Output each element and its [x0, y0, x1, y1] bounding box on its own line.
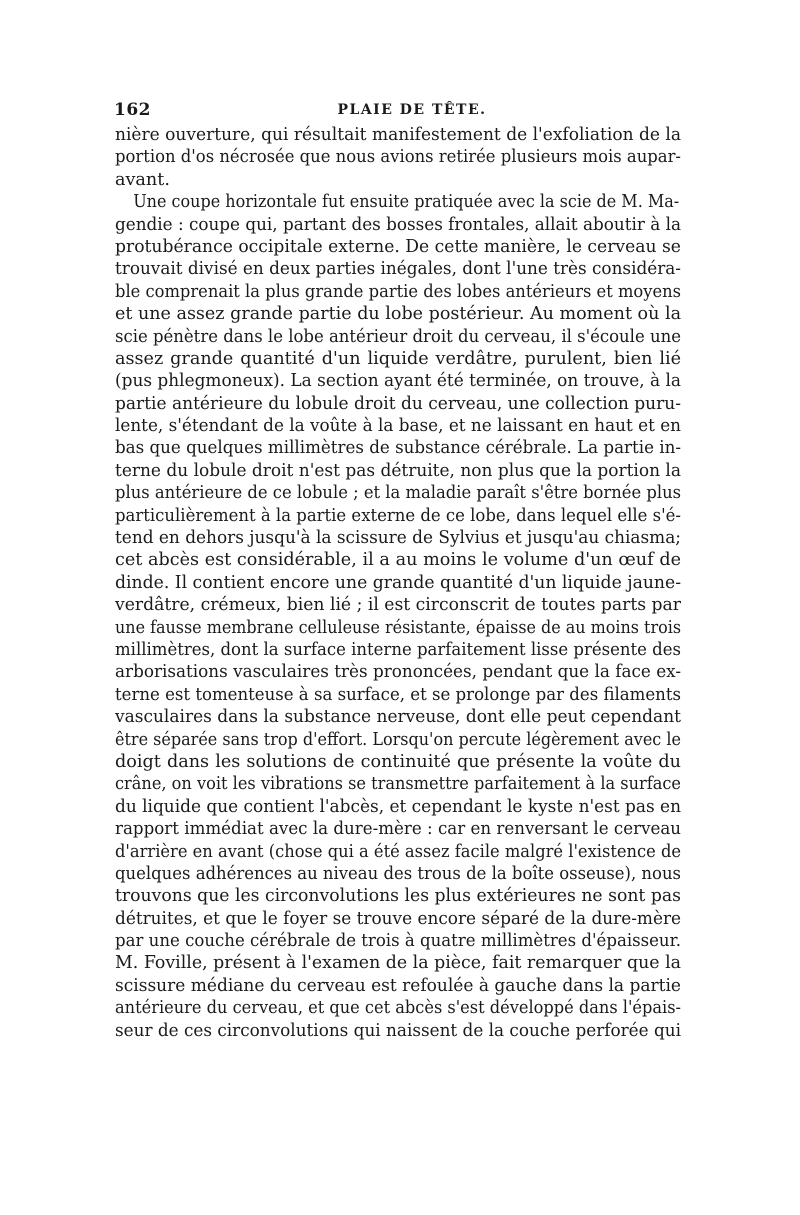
text-line: Une coupe horizontale fut ensuite pratiquée avec la scie de M. Ma- [133, 192, 680, 213]
text-line: partie antérieure du lobule droit du cerveau, une collection puru- [115, 393, 681, 414]
text-line: portion d'os nécrosée que nous avions retirée plusieurs mois aupar- [115, 147, 681, 168]
text-line: crâne, on voit les vibrations se transmettre parfaitement à la surface [115, 774, 681, 795]
text-line: quelques adhérences au niveau des trous de la boîte osseuse), nous [115, 863, 681, 884]
text-line: ble comprenait la plus grande partie des lobes antérieurs et moyens [115, 281, 682, 302]
text-line: terne du lobule droit n'est pas détruite, non plus que la portion la [115, 460, 681, 481]
text-line: nière ouverture, qui résultait manifestement de l'exfoliation de la [115, 125, 681, 145]
text-line: d'arrière en avant (chose qui a été assez facile malgré l'existence de [115, 841, 682, 862]
text-line: trouvons que les circonvolutions les plus extérieures ne sont pas [115, 886, 681, 907]
text-line: antérieure du cerveau, et que cet abcès s'est développé dans l'épais- [115, 998, 682, 1019]
text-line: verdâtre, crémeux, bien lié ; il est circonscrit de toutes parts par [115, 595, 682, 616]
text-line: avant. [115, 169, 170, 190]
body-text [115, 124, 681, 1042]
text-line: bas que quelques millimètres de substance cérébrale. La partie in- [115, 438, 681, 459]
text-line: et une assez grande partie du lobe postérieur. Au moment où la [115, 304, 682, 325]
text-line: protubérance occipitale externe. De cette manière, le cerveau se [115, 236, 681, 257]
text-line: seur de ces circonvolutions qui naissent de la couche perforée qui [115, 1020, 681, 1041]
text-line: scie pénètre dans le lobe antérieur droit du cerveau, il s'écoule une [115, 326, 681, 347]
text-line: tend en dehors jusqu'à la scissure de Sylvius et jusqu'au chiasma; [115, 528, 682, 549]
text-line: être séparée sans trop d'effort. Lorsqu'on percute légèrement avec le [115, 729, 681, 750]
text-line: cet abcès est considérable, il a au moins le volume d'un œuf de [115, 550, 681, 571]
text-line: doigt dans les solutions de continuité que présente la voûte du [115, 751, 681, 772]
text-line: millimètres, dont la surface interne parfaitement lisse présente des [115, 639, 681, 660]
text-line: vasculaires dans la substance nerveuse, dont elle peut cependant [115, 707, 681, 728]
running-head [114, 100, 680, 124]
text-line: gendie : coupe qui, partant des bosses frontales, allait aboutir à la [115, 214, 681, 235]
text-line: du liquide que contient l'abcès, et cependant le kyste n'est pas en [115, 796, 681, 817]
text-line: trouvait divisé en deux parties inégales, dont l'une très considéra- [115, 259, 682, 280]
running-title: PLAIE DE TÊTE. [337, 102, 487, 118]
text-line: par une couche cérébrale de trois à quatre millimètres d'épaisseur. [115, 931, 681, 952]
text-line: dinde. Il contient encore une grande quantité d'un liquide jaune- [115, 572, 682, 593]
text-line: lente, s'étendant de la voûte à la base, et ne laissant en haut et en [115, 416, 682, 437]
text-line: (pus phlegmoneux). La section ayant été terminée, on trouve, à la [115, 371, 681, 392]
text-line: détruites, et que le foyer se trouve encore séparé de la dure-mère [115, 908, 682, 929]
text-line: particulièrement à la partie externe de ce lobe, dans lequel elle s'é- [115, 505, 681, 526]
text-line: terne est tomenteuse à sa surface, et se prolonge par des filaments [115, 684, 682, 705]
text-line: scissure médiane du cerveau est refoulée à gauche dans la partie [115, 975, 682, 996]
text-line: assez grande quantité d'un liquide verdâtre, purulent, bien lié [115, 348, 681, 369]
text-line: rapport immédiat avec la dure-mère : car en renversant le cerveau [115, 819, 682, 840]
text-line: plus antérieure de ce lobule ; et la maladie paraît s'être bornée plus [115, 483, 682, 504]
text-line: une fausse membrane celluleuse résistante, épaisse de au moins trois [115, 617, 682, 638]
text-line: M. Foville, présent à l'examen de la pièce, fait remarquer que la [115, 953, 682, 974]
text-line: arborisations vasculaires très prononcées, pendant que la face ex- [115, 662, 682, 683]
page-number: 162 [114, 100, 151, 120]
